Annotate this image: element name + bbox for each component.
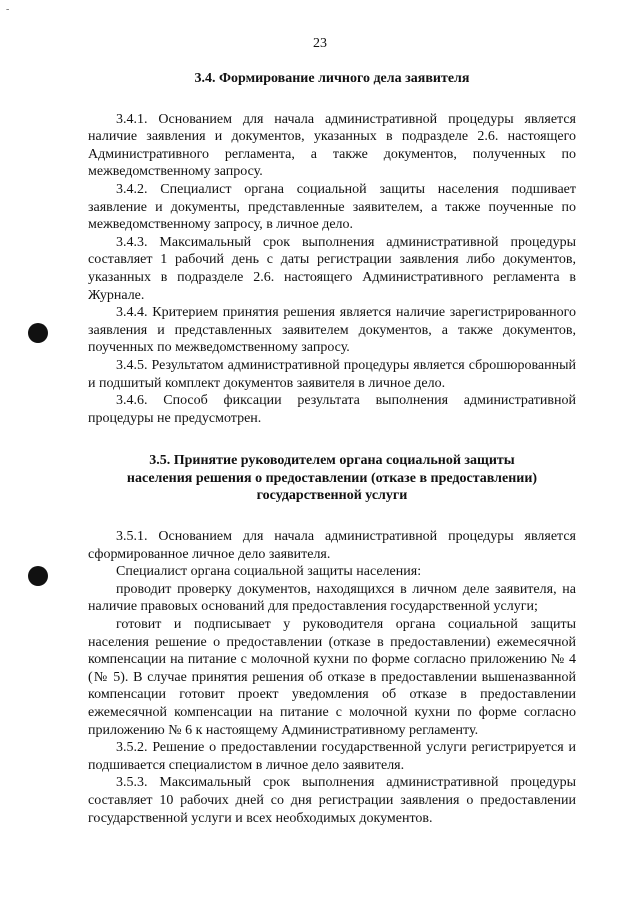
document-body	[88, 62, 576, 827]
corner-mark: -	[6, 4, 10, 15]
paragraph-3-4-2: 3.4.2. Специалист органа социальной защиты населения подшивает заявление и документы, представленные заявителем, а также поученные по межведомственному запросу, в личное дело.	[88, 181, 576, 233]
paragraph-3-4-5: 3.4.5. Результатом административной процедуры является сброшюрованный и подшитый комплект документов заявителя в личное дело.	[88, 357, 576, 391]
section-heading-3-5	[88, 452, 576, 505]
paragraph-3-4-1: 3.4.1. Основанием для начала административной процедуры является наличие заявления и документов, указанных в подразделе 2.6. настоящего Административного регламента, а также документов, полученных по межведомственному запросу.	[88, 111, 576, 180]
paragraph-3-5-2: 3.5.2. Решение о предоставлении государственной услуги регистрируется и подшивается специалистом в личное дело заявителя.	[88, 740, 576, 773]
page-number: 23	[313, 36, 327, 51]
punch-hole	[28, 566, 48, 586]
section-heading-3-4: 3.4. Формирование личного дела заявителя	[194, 71, 470, 86]
heading-line: государственной услуги	[256, 488, 408, 504]
punch-hole	[28, 323, 48, 343]
paragraph-check-documents: проводит проверку документов, находящихся в личном деле заявителя, на наличие правовых оснований для предоставления государственной услуги;	[88, 581, 576, 615]
paragraph-3-4-3: 3.4.3. Максимальный срок выполнения административной процедуры составляет 1 рабочий день с даты регистрации заявления либо документов, указанных в подразделе 2.6. настоящего Административного регламента в Журнале.	[88, 234, 576, 303]
paragraph-specialist: Специалист органа социальной защиты населения:	[116, 564, 422, 580]
paragraph-3-4-4: 3.4.4. Критерием принятия решения является наличие зарегистрированного заявления и представленных заявителем документов, а также документов, поученных по межведомственному запросу.	[88, 305, 576, 356]
heading-line: населения решения о предоставлении (отказе в предоставлении)	[126, 470, 538, 486]
paragraph-3-5-1: 3.5.1. Основанием для начала административной процедуры является сформированное личное дело заявителя.	[88, 529, 576, 562]
paragraph-prepare-decision: готовит и подписывает у руководителя органа социальной защиты населения решение о предоставлении (отказе в предоставлении) ежемесячной компенсации на питание с молочной кухни по форме согласно приложению № 4 (№ 5). В случае принятия решения об отказе в предоставлении вышеназванной компенсации готовит проект уведомления об отказе в предоставлении ежемесячной компенсации на питание с молочной кухни по форме согласно приложению № 6 к настоящему Административному регламенту.	[88, 617, 576, 738]
paragraph-3-4-6: 3.4.6. Способ фиксации результата выполнения административной процедуры не предусмотрен.	[88, 393, 576, 426]
paragraph-3-5-3: 3.5.3. Максимальный срок выполнения административной процедуры составляет 10 рабочих дней со дня регистрации заявления о предоставлении государственной услуги и всех необходимых документов.	[88, 775, 576, 826]
heading-line: 3.5. Принятие руководителем органа социальной защиты	[149, 453, 515, 469]
